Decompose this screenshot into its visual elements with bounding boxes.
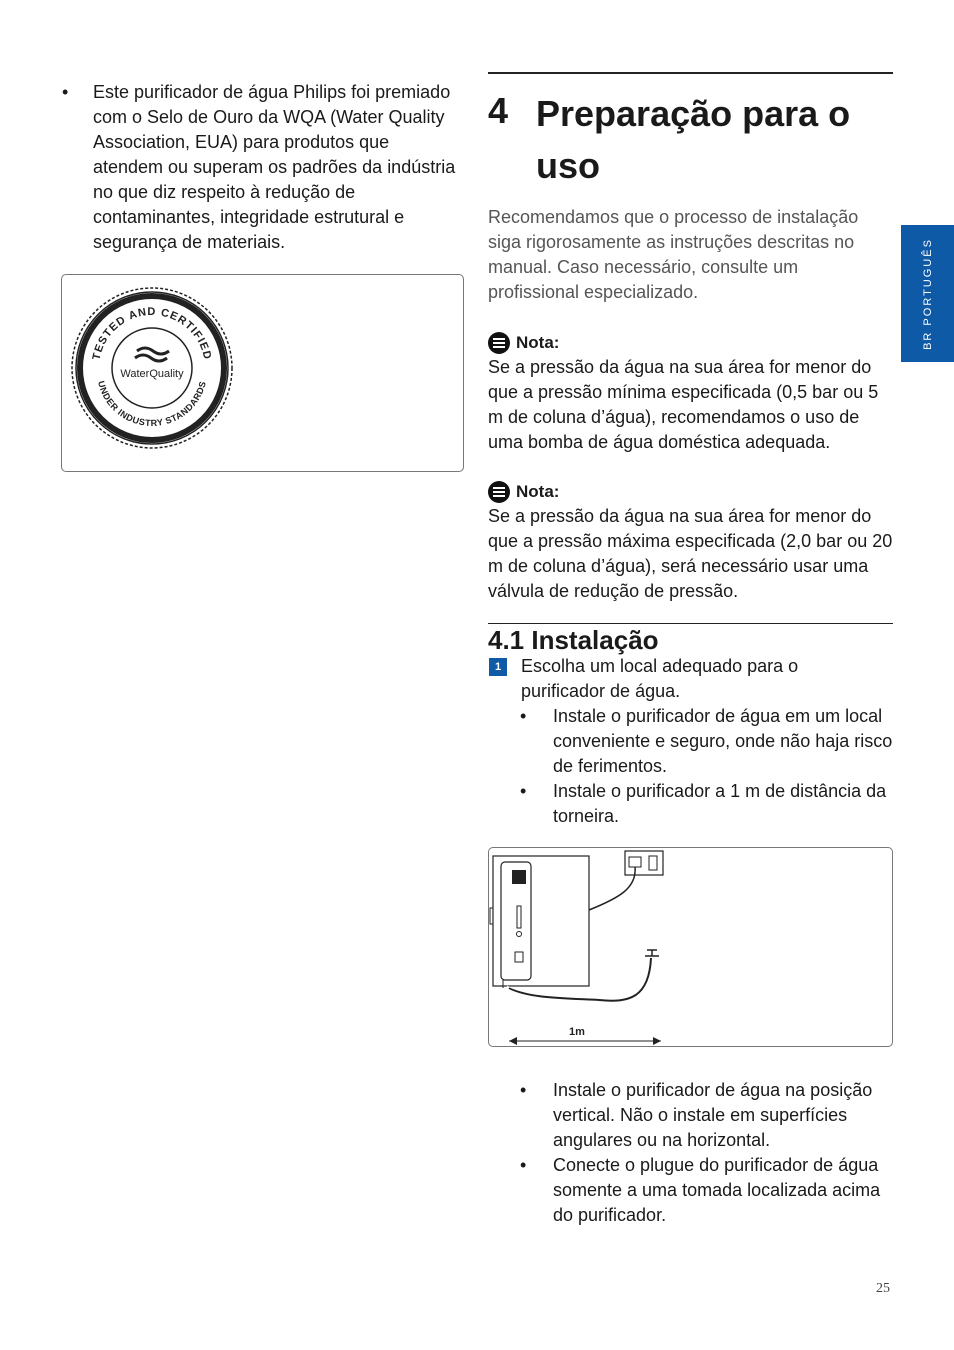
note-label: Nota:: [516, 333, 560, 352]
language-tab-label: BR PORTUGUÊS: [921, 237, 934, 350]
purifier-distance-illustration: [489, 848, 893, 1047]
bullet-marker: •: [520, 706, 527, 726]
award-bullet: [62, 80, 462, 255]
intro-paragraph: Recomendamos que o processo de instalação siga rigorosamente as instruções descritas no manual. Caso necessário, consulte um profissional especializado.: [488, 207, 859, 302]
installation-diagram: [488, 847, 893, 1047]
note-text: Se a pressão da água na sua área for menor do que a pressão máxima especificada (2,0 bar ou 20 m de coluna d’água), será necessário usar uma válvula de redução de pressão.: [488, 506, 893, 601]
list-item-text: Instale o purificador a 1 m de distância da torneira.: [553, 781, 887, 826]
note-text: Se a pressão da água na sua área for menor do que a pressão mínima especificada (0,5 bar ou 5 m de coluna d’água), recomendamos o uso de uma bomba de água doméstica adequada.: [488, 357, 879, 452]
seal-bottom-text: UNDER INDUSTRY STANDARDS: [96, 379, 208, 429]
language-tab: [901, 225, 954, 362]
list-item: [520, 1153, 893, 1228]
chapter-title: Preparação para o uso: [536, 93, 851, 186]
bullet-marker: •: [62, 82, 69, 102]
list-item: [520, 1078, 893, 1153]
list-item-text: Conecte o plugue do purificador de água somente a uma tomada localizada acima do purificador.: [553, 1155, 881, 1225]
wqa-seal-box: [61, 274, 464, 472]
note-icon: [488, 332, 510, 354]
bullet-marker: •: [520, 1155, 527, 1175]
note-1: [488, 330, 893, 455]
note-label: Nota:: [516, 482, 560, 501]
section-title: 4.1 Instalação: [488, 625, 659, 655]
list-item: [520, 779, 893, 829]
note-icon: [488, 481, 510, 503]
distance-label: 1m: [569, 1026, 585, 1038]
wqa-seal-icon: [67, 283, 237, 453]
award-text: Este purificador de água Philips foi premiado com o Selo de Ouro da WQA (Water Quality Association, EUA) para produtos que atendem ou superam os padrões da indústria no que diz respeito à redução de contaminantes, integridade estrutural e segurança de materiais.: [93, 82, 456, 252]
list-item-text: Instale o purificador de água na posição vertical. Não o instale em superfícies angulares ou na horizontal.: [553, 1080, 873, 1150]
chapter-rule: [488, 72, 893, 74]
note-2: [488, 479, 893, 604]
seal-center-text: WaterQuality: [120, 368, 184, 380]
bullet-marker: •: [520, 781, 527, 801]
tap: [645, 950, 659, 956]
step-number-badge: 1: [489, 658, 507, 676]
list-item: [520, 704, 893, 779]
seal-top-text: TESTED AND CERTIFIED: [90, 305, 214, 362]
bullet-marker: •: [520, 1080, 527, 1100]
chapter-number: 4: [488, 90, 509, 131]
step-text: Escolha um local adequado para o purificador de água.: [521, 656, 799, 701]
display-panel: [512, 870, 526, 884]
page-number: 25: [876, 1281, 890, 1296]
list-item-text: Instale o purificador de água em um local conveniente e seguro, onde não haja risco de ferimentos.: [553, 706, 893, 776]
